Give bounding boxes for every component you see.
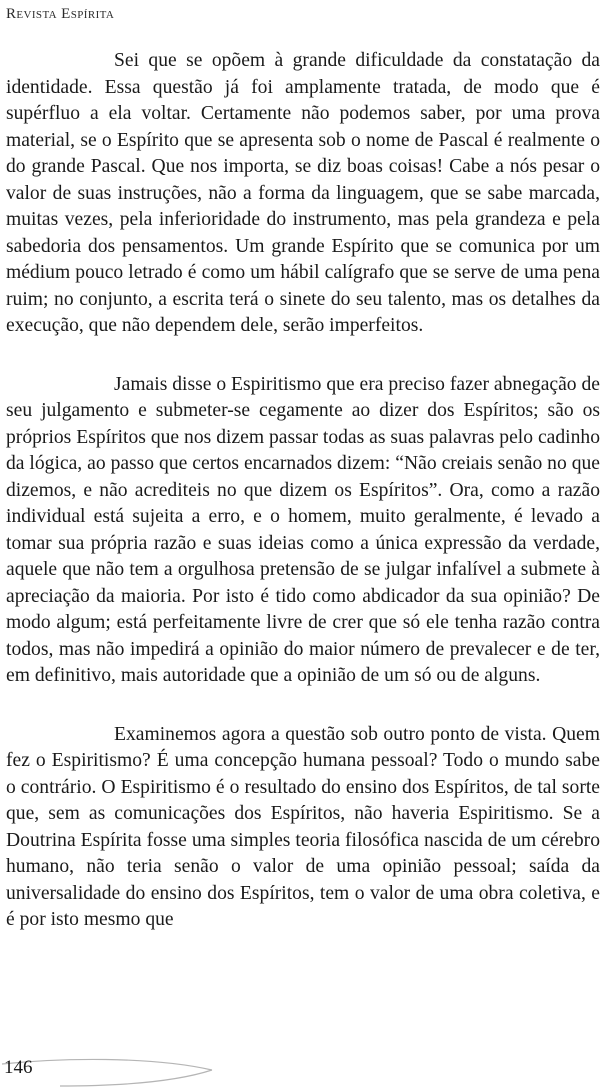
- footer-swoosh-ornament: [0, 1048, 220, 1090]
- page-number: 146: [4, 1057, 33, 1078]
- running-header: Revista Espírita: [6, 6, 115, 22]
- page-body: [6, 48, 600, 966]
- page-footer: [0, 1048, 220, 1090]
- paragraph-identity: Sei que se opõem à grande dificuldade da constatação da identidade. Essa questão já foi amplamente tratada, de modo que é supérfluo a ela voltar. Certamente não podemos saber, por uma prova material, se o Espírito que se apresenta sob o nome de Pascal é realmente o do grande Pascal. Que nos importa, se diz boas coisas! Cabe a nós pesar o valor de suas instruções, não a forma da linguagem, que se sabe marcada, muitas vezes, pela inferioridade do instrumento, mas pela grandeza e pela sabedoria dos pensamentos. Um grande Espírito que se comunica por um médium pouco letrado é como um hábil calígrafo que se serve de uma pena ruim; no conjunto, a escrita terá o sinete do seu talento, mas os detalhes da execução, que não dependem dele, serão imperfeitos.: [6, 50, 600, 336]
- paragraph-judgment: Jamais disse o Espiritismo que era preciso fazer abnegação de seu julgamento e submeter-se cegamente ao dizer dos Espíritos; são os próprios Espíritos que nos dizem passar todas as suas palavras pelo cadinho da lógica, ao passo que certos encarnados dizem: “Não creiais senão no que dizemos, e não acrediteis no que dizem os Espíritos”. Ora, como a razão individual está sujeita a erro, e o homem, muito geralmente, é levado a tomar sua própria razão e suas ideias como a única expressão da verdade, aquele que não tem a orgulhosa pretensão de se julgar infalível a submete à apreciação da maioria. Por isto é tido como abdicador da sua opinião? De modo algum; está perfeitamente livre de crer que só ele tenha razão contra todos, mas não impedirá a opinião do maior número de prevalecer e de ter, em definitivo, mais autoridade que a opinião de um só ou de alguns.: [6, 373, 600, 686]
- paragraph-origin: Examinemos agora a questão sob outro ponto de vista. Quem fez o Espiritismo? É uma concepção humana pessoal? Todo o mundo sabe o contrário. O Espiritismo é o resultado do ensino dos Espíritos, de tal sorte que, sem as comunicações dos Espíritos, não haveria Espiritismo. Se a Doutrina Espírita fosse uma simples teoria filosófica nascida de um cérebro humano, não teria senão o valor de uma opinião pessoal; saída da universalidade do ensino dos Espíritos, tem o valor de uma obra coletiva, e é por isto mesmo que: [6, 723, 600, 930]
